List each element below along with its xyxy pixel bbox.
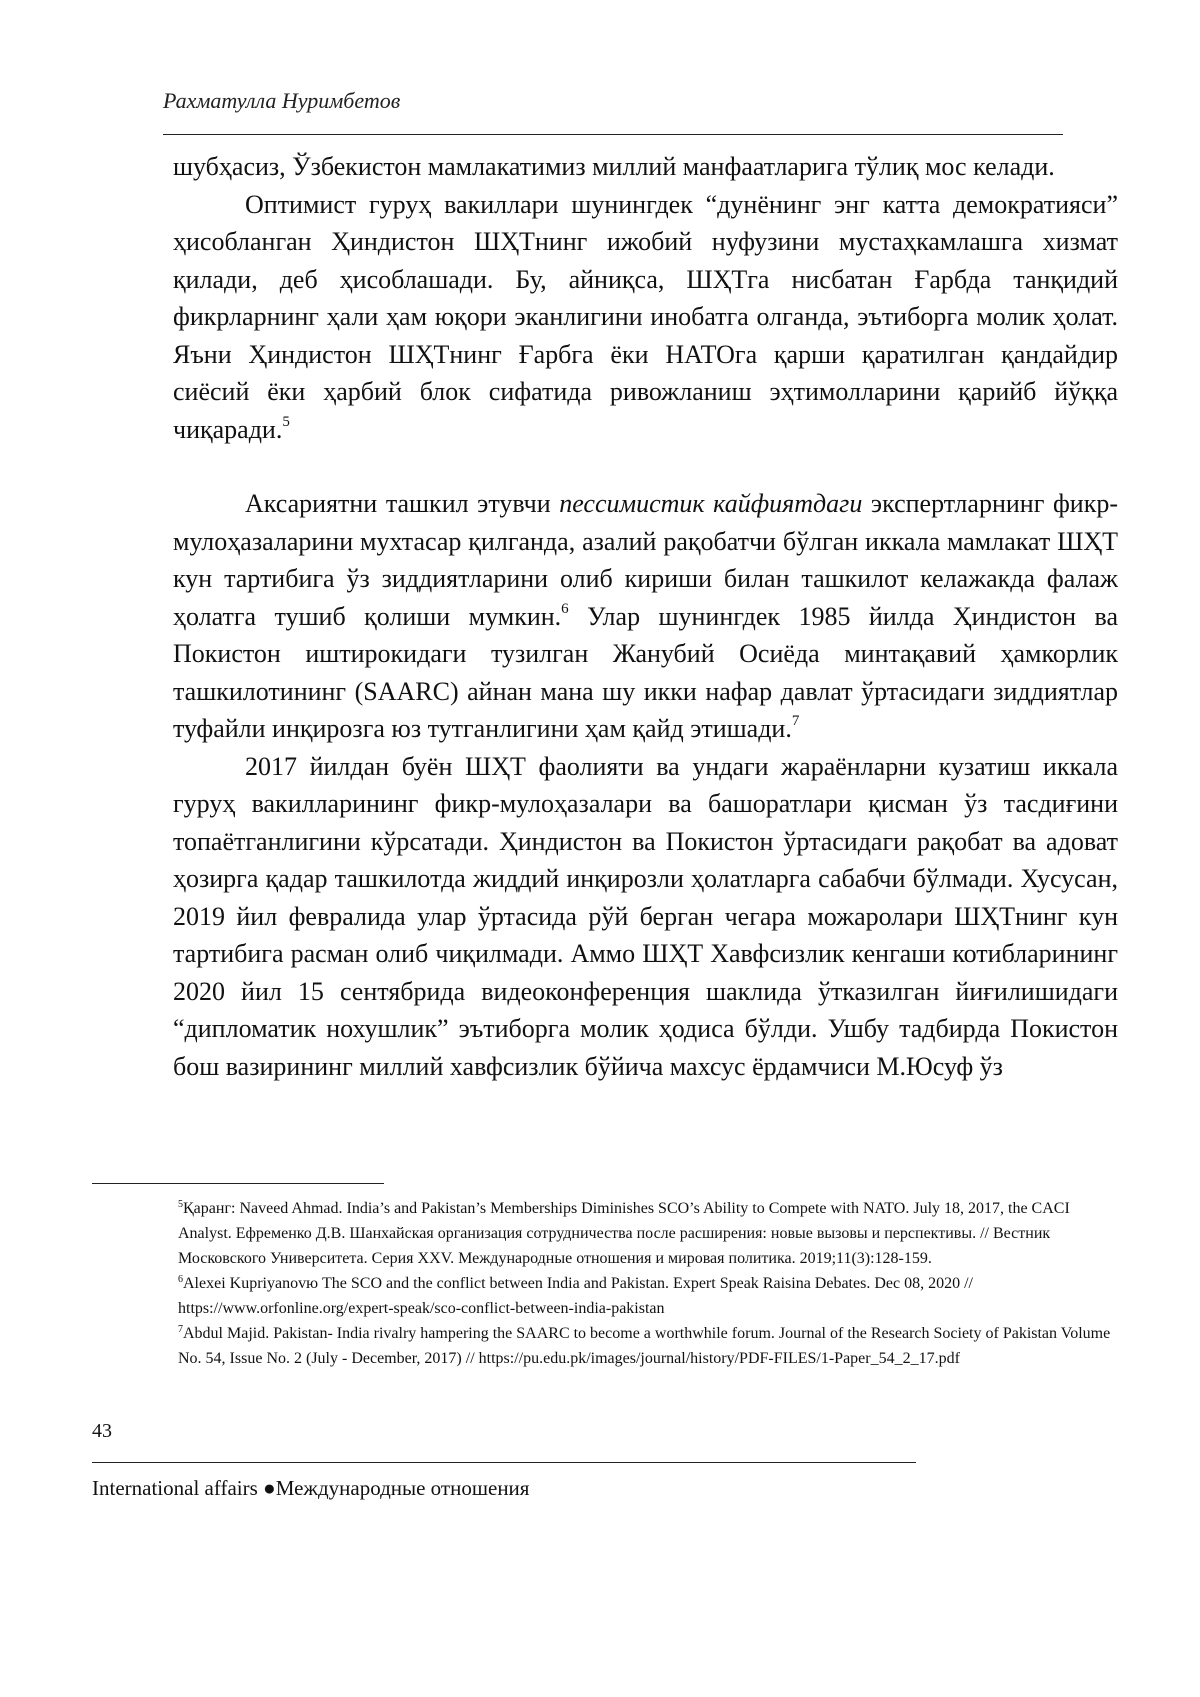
footnote-ref-5[interactable]: 5	[282, 413, 290, 430]
footnote-text: Қаранг: Naveed Ahmad. India’s and Pakistan’s Memberships Diminishes SCO’s Ability to Compete with NATO. July 18, 2017, the CACI Analyst. Ефременко Д.В. Шанхайская организация сотрудничества после расширения: новые вызовы и перспективы. // Вестник Московского Университета. Серия XXV. Международные отношения и мировая политика. 2019;11(3):128-159.	[178, 1200, 1070, 1267]
footnote-ref-6[interactable]: 6	[561, 600, 569, 617]
footnote-number: 5	[178, 1199, 183, 1210]
paragraph-3-emphasis: пессимистик кайфиятдаги	[559, 489, 863, 518]
paragraph-2	[173, 186, 1118, 449]
main-text	[173, 148, 1118, 1085]
journal-name: International affairs ●Международные отношения	[92, 1476, 530, 1500]
paragraph-3-end: Улар шунингдек 1985 йилда Ҳиндистон ва Покистон иштирокидаги тузилган Жанубий Осиёда минтақавий ҳамкорлик ташкилотининг (SAARC) айнан мана шу икки нафар давлат ўртасидаги зиддиятлар туфайли инқирозга юз тутганлигини ҳам қайд этишади.	[173, 601, 1118, 743]
paragraph-3-start: Аксариятни ташкил этувчи	[245, 489, 560, 518]
footnote-7	[178, 1321, 1118, 1371]
footnotes	[178, 1196, 1118, 1371]
footnote-rule	[92, 1183, 384, 1184]
paragraph-3-mid: экспертларнинг фикр-мулоҳазаларини мухтасар қилганда, азалий рақобатчи бўлган иккала мамлакат ШҲТ кун тартибига ўз зиддиятларини олиб кириши билан ташкилот келажакда фалаж ҳолатга тушиб қолиши мумкин.	[173, 489, 1119, 631]
footnote-text: Abdul Majid. Pakistan- India rivalry hampering the SAARC to become a worthwhile forum. Journal of the Research Society of Pakistan Volume No. 54, Issue No. 2 (July - December, 2017) // https://pu.edu.pk/images/journal/history/PDF-FILES/1-Paper_54_2_17.pdf	[178, 1325, 1111, 1367]
footnote-number: 6	[178, 1274, 183, 1285]
paragraph-2-text: Оптимист гуруҳ вакиллари шунингдек “дунёнинг энг катта демократияси” ҳисобланган Ҳиндистон ШҲТнинг ижобий нуфузини мустаҳкамлашга хизмат қилади, деб ҳисоблашади. Бу, айниқса, ШҲТга нисбатан Ғарбда танқидий фикрларнинг ҳали ҳам юқори эканлигини инобатга олганда, эътиборга молик ҳолат. Яъни Ҳиндистон ШҲТнинг Ғарбга ёки НАТОга қарши қаратилган қандайдир сиёсий ёки ҳарбий блок сифатида ривожланиш эҳтимолларини қарийб йўққа чиқаради.	[173, 189, 1118, 444]
page-number: 43	[92, 1420, 112, 1442]
footnote-5	[178, 1196, 1118, 1271]
header-rule	[163, 134, 1063, 135]
paragraph-4: 2017 йилдан буён ШҲТ фаолияти ва ундаги жараёнларни кузатиш иккала гуруҳ вакилларининг фикр-мулоҳазалари ва башоратлари қисман ўз тасдиғини топаётганлигини кўрсатади. Ҳиндистон ва Покистон ўртасидаги рақобат ва адоват ҳозирга қадар ташкилотда жиддий инқирозли ҳолатларга сабабчи бўлмади. Хусусан, 2019 йил февралида улар ўртасида рўй берган чегара можаролари ШҲТнинг кун тартибига расман олиб чиқилмади. Аммо ШҲТ Хавфсизлик кенгаши котибларининг 2020 йил 15 сентябрида видеоконференция шаклида ўтказилган йиғилишидаги “дипломатик нохушлик” эътиборга молик ҳодиса бўлди. Ушбу тадбирда Покистон бош вазирининг миллий хавфсизлик бўйича махсус ёрдамчиси М.Юсуф ўз	[173, 751, 1118, 1081]
footnote-ref-7[interactable]: 7	[791, 713, 800, 729]
footnote-text: Alexei Kupriyanovю The SCO and the conflict between India and Pakistan. Expert Speak Raisina Debates. Dec 08, 2020 // https://www.orfonline.org/expert-speak/sco-conflict-between-india-pakistan	[178, 1275, 973, 1317]
footnote-number: 7	[178, 1324, 183, 1335]
paragraph-3	[173, 485, 1118, 748]
paragraph-1: шубҳасиз, Ўзбекистон мамлакатимиз миллий манфаатларига тўлиқ мос келади.	[173, 152, 1055, 181]
footer-rule	[92, 1462, 916, 1463]
running-head-author: Рахматулла Нуримбетов	[163, 88, 401, 113]
footnote-6	[178, 1271, 1118, 1321]
